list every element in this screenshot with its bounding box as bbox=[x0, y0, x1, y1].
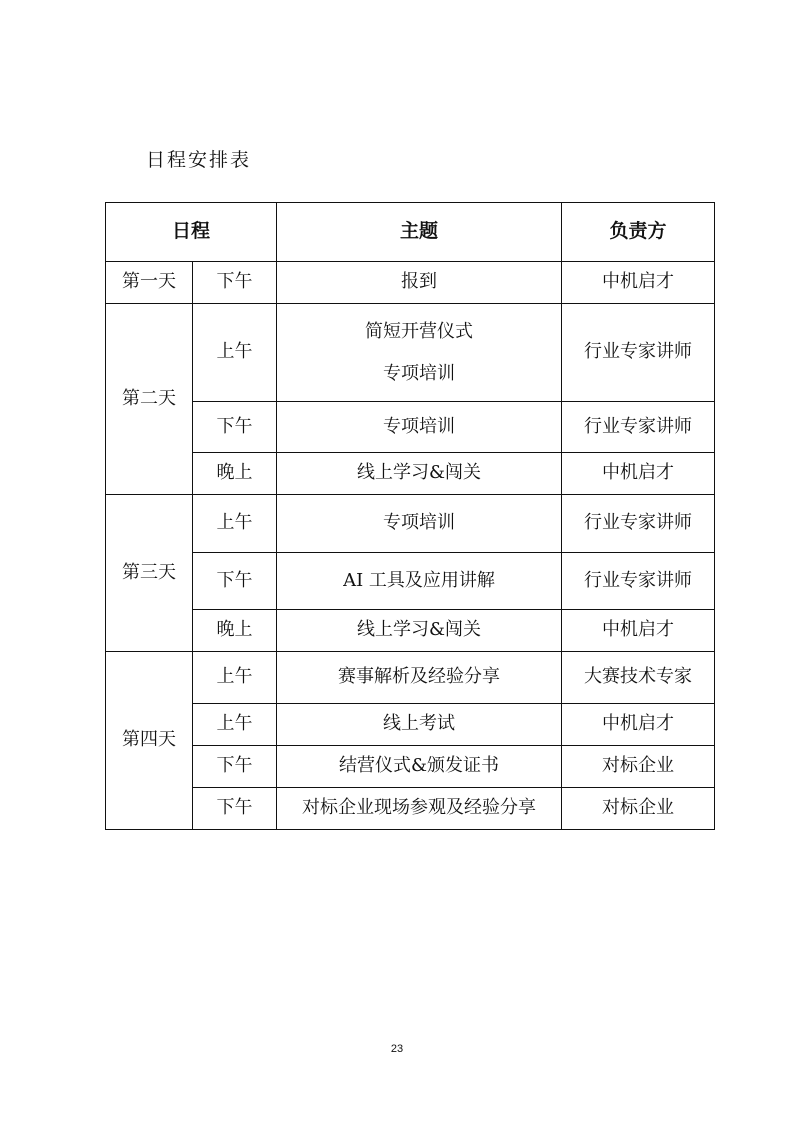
topic-cell: 对标企业现场参观及经验分享 bbox=[277, 788, 562, 830]
day-label: 第四天 bbox=[106, 652, 193, 830]
day-label: 第三天 bbox=[106, 495, 193, 652]
header-topic: 主题 bbox=[277, 203, 562, 262]
header-responsible: 负责方 bbox=[562, 203, 715, 262]
topic-cell: 专项培训 bbox=[277, 402, 562, 453]
topic-cell: 赛事解析及经验分享 bbox=[277, 652, 562, 704]
table-row bbox=[106, 402, 715, 453]
table-row bbox=[106, 553, 715, 610]
responsible-cell: 中机启才 bbox=[562, 704, 715, 746]
table-row bbox=[106, 788, 715, 830]
time-cell: 上午 bbox=[193, 495, 277, 553]
time-cell: 下午 bbox=[193, 553, 277, 610]
time-cell: 晚上 bbox=[193, 610, 277, 652]
responsible-cell: 行业专家讲师 bbox=[562, 304, 715, 402]
table-header-row bbox=[106, 203, 715, 262]
topic-cell: 专项培训 bbox=[277, 495, 562, 553]
table-row bbox=[106, 652, 715, 704]
responsible-cell: 行业专家讲师 bbox=[562, 495, 715, 553]
topic-cell: 线上学习&闯关 bbox=[277, 453, 562, 495]
topic-cell bbox=[277, 304, 562, 402]
time-cell: 上午 bbox=[193, 704, 277, 746]
topic-cell: 结营仪式&颁发证书 bbox=[277, 746, 562, 788]
time-cell: 上午 bbox=[193, 304, 277, 402]
document-title: 日程安排表 bbox=[146, 149, 252, 171]
table-row bbox=[106, 746, 715, 788]
table-row bbox=[106, 304, 715, 402]
table-row bbox=[106, 704, 715, 746]
topic-line: 简短开营仪式 bbox=[365, 320, 474, 342]
time-cell: 下午 bbox=[193, 746, 277, 788]
topic-cell: 线上考试 bbox=[277, 704, 562, 746]
responsible-cell: 中机启才 bbox=[562, 610, 715, 652]
time-cell: 下午 bbox=[193, 402, 277, 453]
header-schedule: 日程 bbox=[106, 203, 277, 262]
responsible-cell: 中机启才 bbox=[562, 453, 715, 495]
responsible-cell: 行业专家讲师 bbox=[562, 402, 715, 453]
topic-cell: 线上学习&闯关 bbox=[277, 610, 562, 652]
time-cell: 下午 bbox=[193, 788, 277, 830]
responsible-cell: 大赛技术专家 bbox=[562, 652, 715, 704]
topic-line: 专项培训 bbox=[383, 362, 456, 384]
topic-cell: AI 工具及应用讲解 bbox=[277, 553, 562, 610]
time-cell: 晚上 bbox=[193, 453, 277, 495]
table-row bbox=[106, 453, 715, 495]
day-label: 第二天 bbox=[106, 304, 193, 495]
page-number: 23 bbox=[390, 1043, 404, 1055]
responsible-cell: 行业专家讲师 bbox=[562, 553, 715, 610]
table-row bbox=[106, 610, 715, 652]
schedule-table bbox=[105, 202, 715, 830]
table-row bbox=[106, 262, 715, 304]
day-label: 第一天 bbox=[106, 262, 193, 304]
responsible-cell: 对标企业 bbox=[562, 788, 715, 830]
time-cell: 下午 bbox=[193, 262, 277, 304]
responsible-cell: 对标企业 bbox=[562, 746, 715, 788]
topic-cell: 报到 bbox=[277, 262, 562, 304]
time-cell: 上午 bbox=[193, 652, 277, 704]
table-row bbox=[106, 495, 715, 553]
responsible-cell: 中机启才 bbox=[562, 262, 715, 304]
